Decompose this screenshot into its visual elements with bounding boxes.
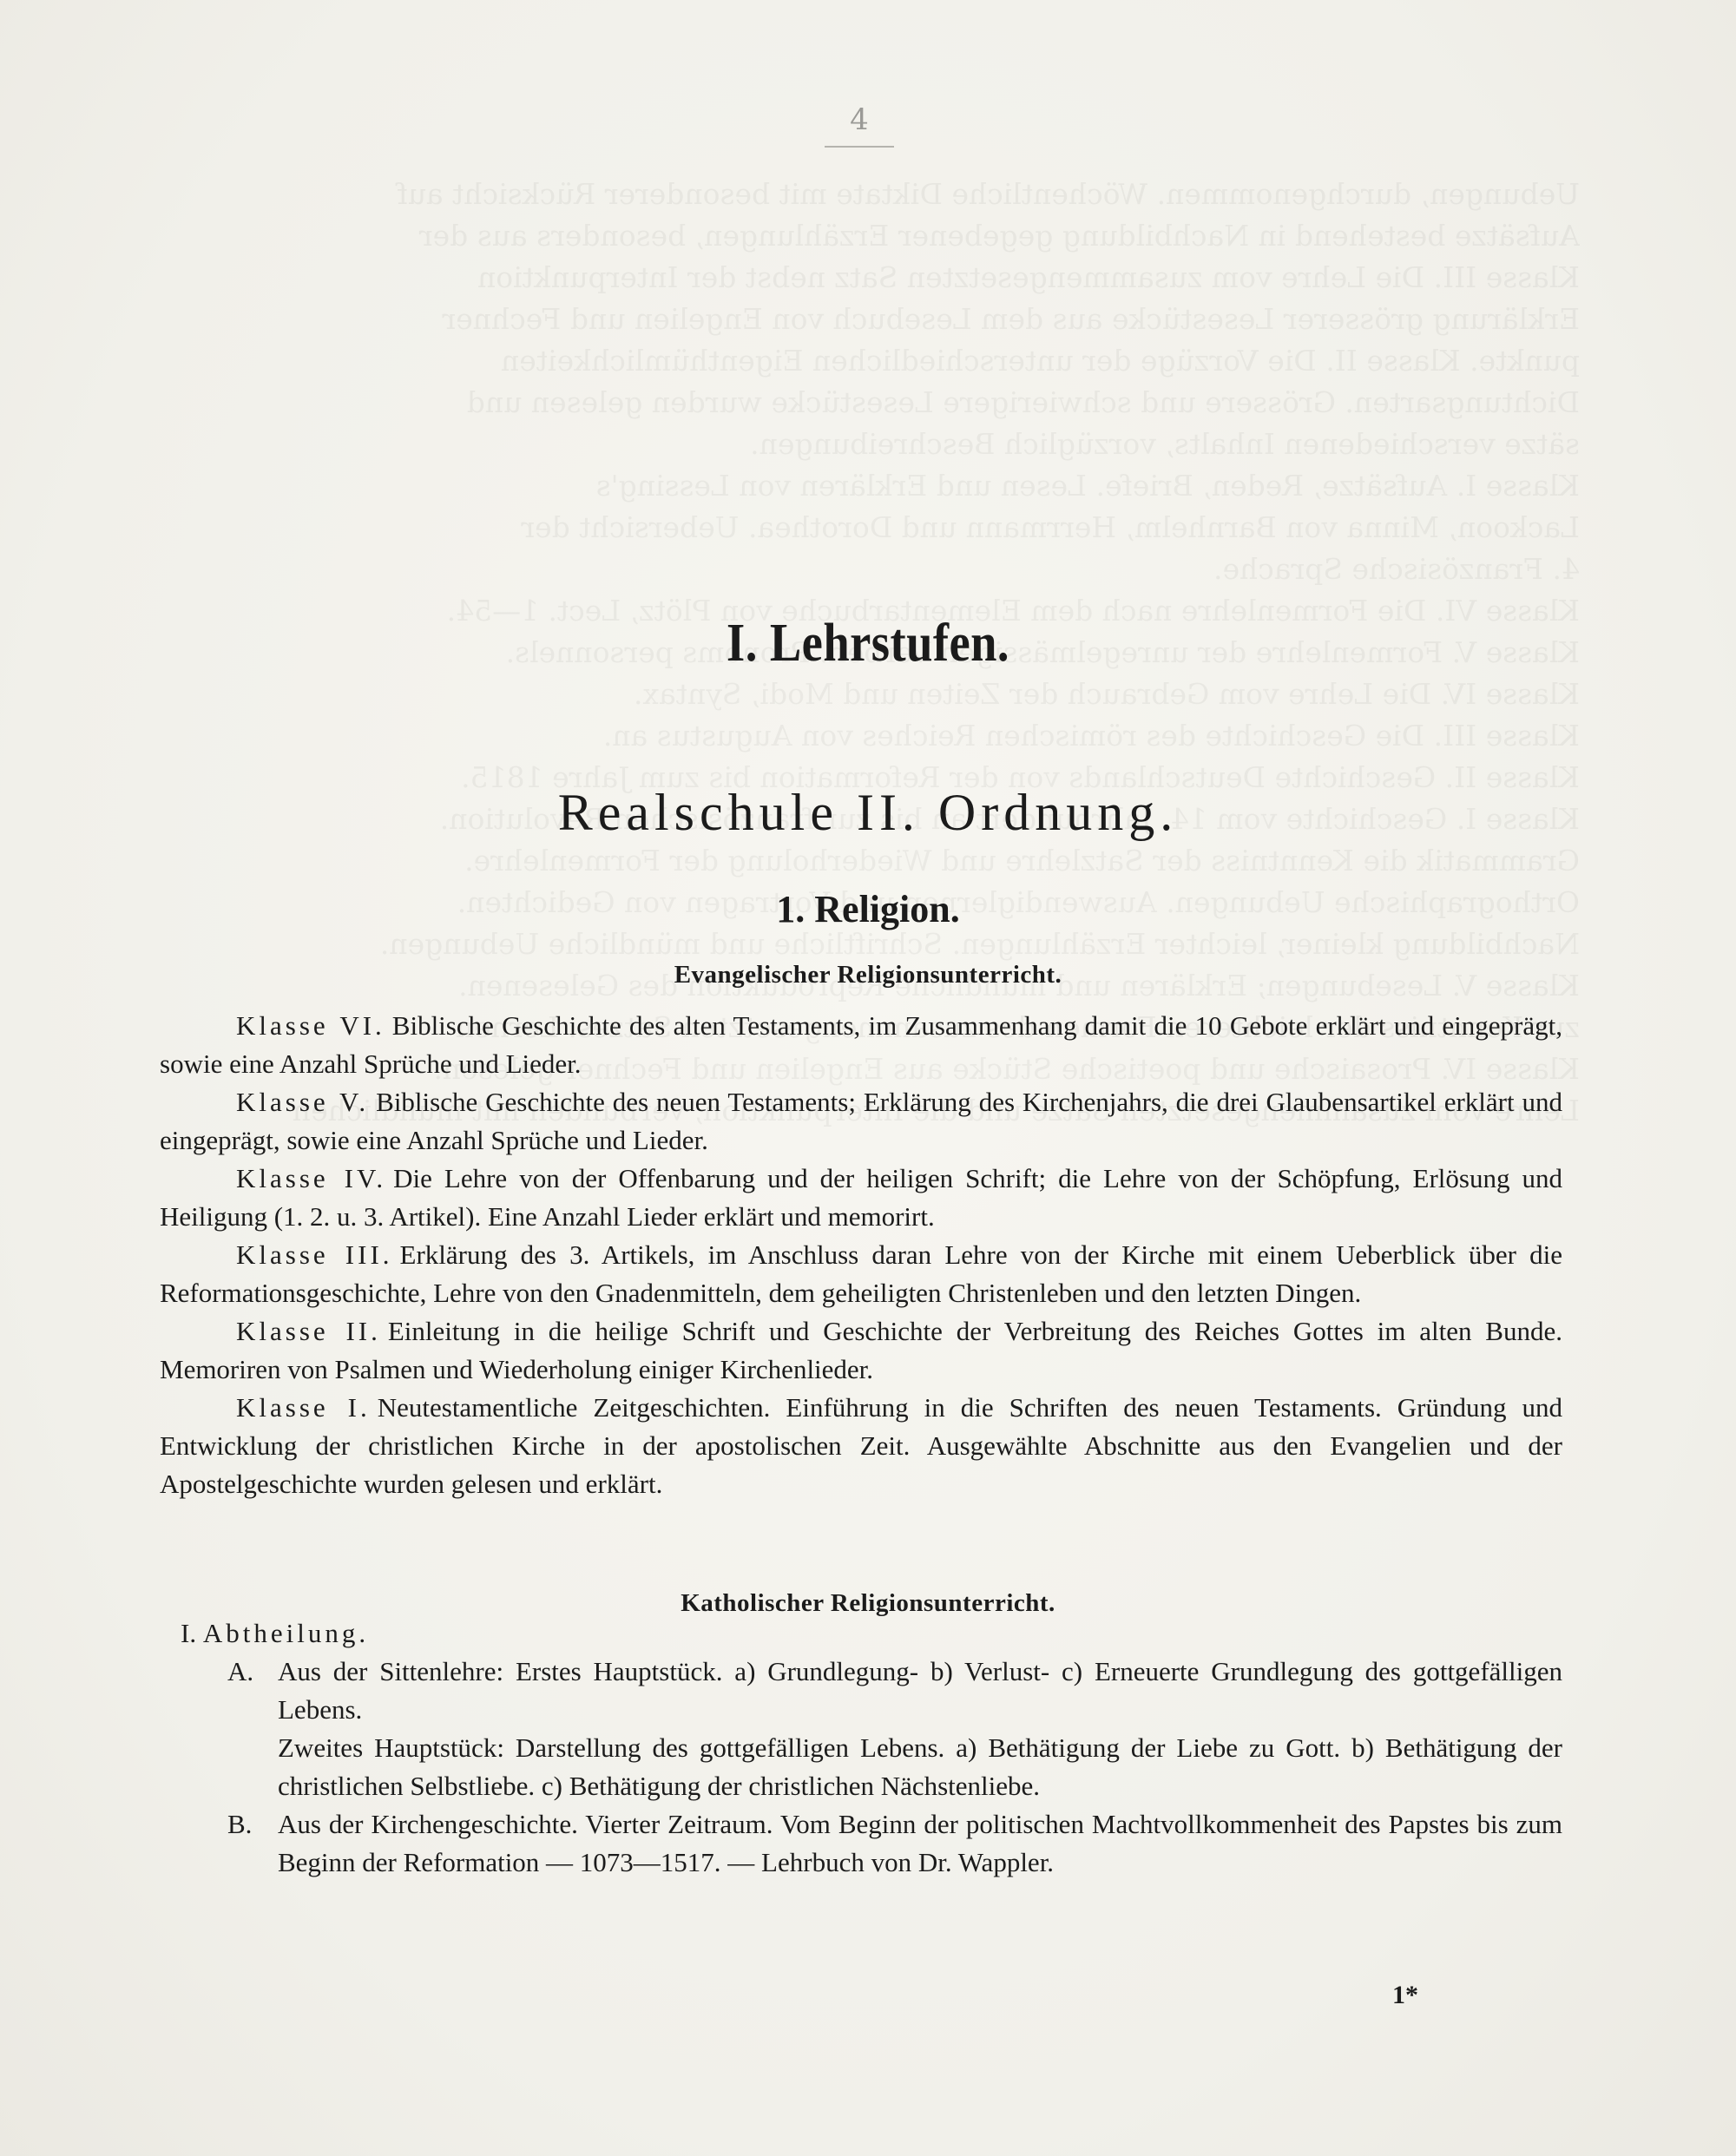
subject-heading: 1. Religion.: [776, 888, 960, 930]
klasse-label: Klasse VI.: [236, 1010, 385, 1041]
evangelical-section: [160, 1007, 1562, 1503]
klasse-paragraph: [160, 1083, 1562, 1160]
klasse-label: Klasse IV.: [236, 1163, 387, 1193]
main-heading: I. Lehrstufen.: [727, 614, 1009, 673]
klasse-paragraph: [160, 1389, 1562, 1503]
catholic-section: [227, 1653, 1562, 1882]
klasse-text: Einleitung in die heilige Schrift und Geschichte der Verbreitung des Reiches Gottes im alten Bunde. Memoriren von Psalmen und Wiederholung einiger Kirchenlieder.: [160, 1316, 1562, 1384]
klasse-paragraph: [160, 1236, 1562, 1312]
klasse-text: Biblische Geschichte des neuen Testaments; Erklärung des Kirchenjahrs, die drei Glaubensartikel erklärt und eingeprägt, sowie eine Anzahl Sprüche und Lieder.: [160, 1087, 1563, 1155]
klasse-label: Klasse I.: [236, 1392, 371, 1423]
klasse-paragraph: [160, 1160, 1562, 1236]
evangelical-heading: Evangelischer Religionsunterricht.: [674, 961, 1062, 989]
signature-mark: 1*: [1392, 1981, 1418, 2009]
catholic-entry: [227, 1805, 1562, 1882]
entry-continuation: Zweites Hauptstück: Darstellung des gottgefälligen Lebens. a) Bethätigung der Liebe zu Gott. b) Bethätigung der christlichen Selbstliebe. c) Bethätigung der christlichen Nächstenliebe.: [278, 1732, 1562, 1801]
klasse-label: Klasse II.: [236, 1316, 381, 1346]
abteilung-number: I.: [181, 1618, 197, 1648]
klasse-text: Die Lehre von der Offenbarung und der heiligen Schrift; die Lehre von der Schöpfung, Erlösung und Heiligung (1. 2. u. 3. Artikel). Eine Anzahl Lieder erklärt und memorirt.: [160, 1163, 1562, 1232]
klasse-label: Klasse III.: [236, 1239, 393, 1270]
header-rule: [825, 146, 894, 148]
klasse-text: Erklärung des 3. Artikels, im Anschluss daran Lehre von der Kirche mit einem Ueberblick über die Reformationsgeschichte, Lehre von den Gnadenmitteln, dem geheiligten Christenleben und den letzten Dingen.: [160, 1239, 1563, 1308]
klasse-text: Biblische Geschichte des alten Testaments, im Zusammenhang damit die 10 Gebote erklärt und eingeprägt, sowie eine Anzahl Sprüche und Lieder.: [160, 1010, 1562, 1079]
klasse-paragraph: [160, 1007, 1562, 1083]
klasse-paragraph: [160, 1312, 1562, 1389]
klasse-text: Neutestamentliche Zeitgeschichten. Einführung in die Schriften des neuen Testaments. Gründung und Entwicklung der christlichen Kirche in der apostolischen Zeit. Ausgewählte Abschnitte aus den Evangelien und der Apostelgeschichte wurden gelesen und erklärt.: [160, 1392, 1562, 1499]
school-heading: Realschule II. Ordnung.: [557, 784, 1179, 841]
catholic-entry: [227, 1653, 1562, 1729]
entry-text: Aus der Kirchengeschichte. Vierter Zeitraum. Vom Beginn der politischen Machtvollkommenheit des Papstes bis zum Beginn der Reformation — 1073—1517. — Lehrbuch von Dr. Wappler.: [278, 1809, 1562, 1877]
page-number: 4: [850, 102, 869, 137]
abteilung-heading: [181, 1614, 369, 1653]
abteilung-label: Abtheilung.: [202, 1618, 370, 1648]
entry-marker: A.: [227, 1656, 254, 1686]
entry-marker: B.: [227, 1809, 253, 1839]
klasse-label: Klasse V.: [236, 1087, 370, 1117]
catholic-heading: Katholischer Religionsunterricht.: [681, 1589, 1055, 1617]
entry-text: Aus der Sittenlehre: Erstes Hauptstück. a) Grundlegung- b) Verlust- c) Erneuerte Grundlegung des gottgefälligen Lebens.: [278, 1656, 1562, 1725]
